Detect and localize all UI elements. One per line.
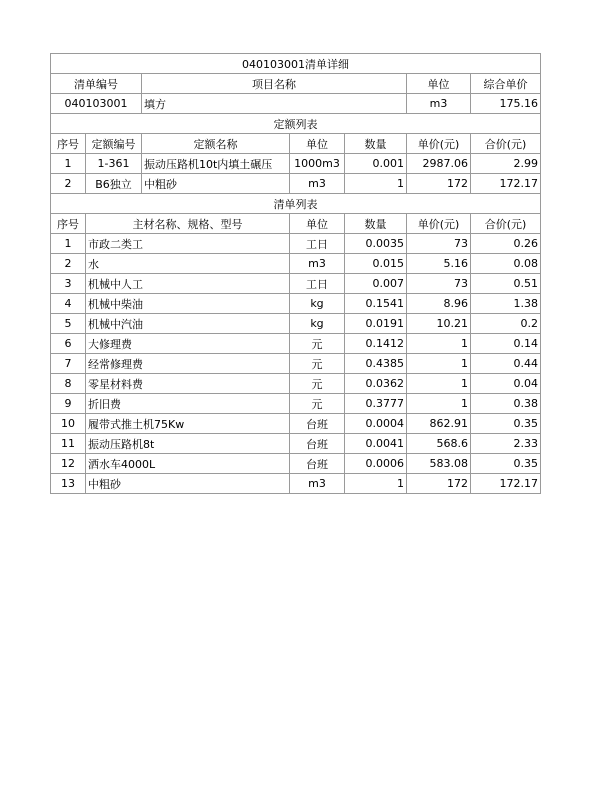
material-qty: 0.0006 bbox=[345, 454, 407, 474]
material-row bbox=[51, 254, 541, 274]
quota-qty: 0.001 bbox=[345, 154, 407, 174]
material-seq: 7 bbox=[51, 354, 86, 374]
material-total: 0.04 bbox=[471, 374, 541, 394]
bill-header-row bbox=[51, 74, 541, 94]
material-row bbox=[51, 234, 541, 254]
material-seq: 8 bbox=[51, 374, 86, 394]
material-name: 经常修理费 bbox=[86, 354, 290, 374]
material-unit: 台班 bbox=[290, 434, 345, 454]
quota-row bbox=[51, 174, 541, 194]
material-price: 73 bbox=[407, 274, 471, 294]
material-name: 机械中汽油 bbox=[86, 314, 290, 334]
page-title: 040103001清单详细 bbox=[51, 54, 541, 74]
material-total: 0.44 bbox=[471, 354, 541, 374]
bill-price-header: 综合单价 bbox=[471, 74, 541, 94]
quota-total-header: 合价(元) bbox=[471, 134, 541, 154]
material-total: 0.26 bbox=[471, 234, 541, 254]
quota-name: 中粗砂 bbox=[142, 174, 290, 194]
material-qty: 0.0362 bbox=[345, 374, 407, 394]
material-price: 10.21 bbox=[407, 314, 471, 334]
material-name: 大修理费 bbox=[86, 334, 290, 354]
quota-total: 2.99 bbox=[471, 154, 541, 174]
quota-qty: 1 bbox=[345, 174, 407, 194]
material-row bbox=[51, 394, 541, 414]
material-name: 机械中人工 bbox=[86, 274, 290, 294]
material-row bbox=[51, 434, 541, 454]
material-row bbox=[51, 374, 541, 394]
material-unit: m3 bbox=[290, 254, 345, 274]
material-qty: 0.0191 bbox=[345, 314, 407, 334]
bill-name: 填方 bbox=[142, 94, 407, 114]
material-name: 中粗砂 bbox=[86, 474, 290, 494]
material-seq: 6 bbox=[51, 334, 86, 354]
material-seq: 2 bbox=[51, 254, 86, 274]
quota-name: 振动压路机10t内填土碾压 bbox=[142, 154, 290, 174]
material-total: 2.33 bbox=[471, 434, 541, 454]
material-seq: 10 bbox=[51, 414, 86, 434]
material-price: 1 bbox=[407, 374, 471, 394]
quota-seq-header: 序号 bbox=[51, 134, 86, 154]
material-price: 1 bbox=[407, 334, 471, 354]
material-row bbox=[51, 354, 541, 374]
material-qty: 0.0041 bbox=[345, 434, 407, 454]
quota-code: 1-361 bbox=[86, 154, 142, 174]
material-unit: 元 bbox=[290, 374, 345, 394]
quota-total: 172.17 bbox=[471, 174, 541, 194]
quota-price: 2987.06 bbox=[407, 154, 471, 174]
material-unit: 元 bbox=[290, 394, 345, 414]
material-qty: 0.015 bbox=[345, 254, 407, 274]
quota-unit-header: 单位 bbox=[290, 134, 345, 154]
material-seq-header: 序号 bbox=[51, 214, 86, 234]
material-price: 862.91 bbox=[407, 414, 471, 434]
material-seq: 13 bbox=[51, 474, 86, 494]
material-total: 1.38 bbox=[471, 294, 541, 314]
material-total: 0.14 bbox=[471, 334, 541, 354]
material-total: 172.17 bbox=[471, 474, 541, 494]
bill-unit-header: 单位 bbox=[407, 74, 471, 94]
material-name: 折旧费 bbox=[86, 394, 290, 414]
material-name: 振动压路机8t bbox=[86, 434, 290, 454]
material-price: 1 bbox=[407, 354, 471, 374]
material-total: 0.35 bbox=[471, 414, 541, 434]
material-qty-header: 数量 bbox=[345, 214, 407, 234]
title-row bbox=[51, 54, 541, 74]
material-seq: 9 bbox=[51, 394, 86, 414]
material-qty: 0.3777 bbox=[345, 394, 407, 414]
material-section-row bbox=[51, 194, 541, 214]
material-header-row bbox=[51, 214, 541, 234]
material-price: 172 bbox=[407, 474, 471, 494]
material-row bbox=[51, 474, 541, 494]
quota-seq: 2 bbox=[51, 174, 86, 194]
material-name: 零星材料费 bbox=[86, 374, 290, 394]
material-price: 1 bbox=[407, 394, 471, 414]
material-name: 机械中柴油 bbox=[86, 294, 290, 314]
bill-row bbox=[51, 94, 541, 114]
material-qty: 0.0035 bbox=[345, 234, 407, 254]
quota-price-header: 单价(元) bbox=[407, 134, 471, 154]
material-price: 568.6 bbox=[407, 434, 471, 454]
material-unit: m3 bbox=[290, 474, 345, 494]
material-total: 0.51 bbox=[471, 274, 541, 294]
material-section-title: 清单列表 bbox=[51, 194, 541, 214]
material-total: 0.08 bbox=[471, 254, 541, 274]
material-unit: 台班 bbox=[290, 454, 345, 474]
bill-detail-table bbox=[50, 53, 541, 494]
material-name-header: 主材名称、规格、型号 bbox=[86, 214, 290, 234]
quota-row bbox=[51, 154, 541, 174]
material-unit: 工日 bbox=[290, 274, 345, 294]
material-name: 水 bbox=[86, 254, 290, 274]
material-price-header: 单价(元) bbox=[407, 214, 471, 234]
quota-name-header: 定额名称 bbox=[142, 134, 290, 154]
material-unit-header: 单位 bbox=[290, 214, 345, 234]
bill-composite-price: 175.16 bbox=[471, 94, 541, 114]
material-total-header: 合价(元) bbox=[471, 214, 541, 234]
material-price: 5.16 bbox=[407, 254, 471, 274]
material-total: 0.38 bbox=[471, 394, 541, 414]
material-unit: kg bbox=[290, 314, 345, 334]
quota-code-header: 定额编号 bbox=[86, 134, 142, 154]
material-name: 履带式推土机75Kw bbox=[86, 414, 290, 434]
material-unit: 元 bbox=[290, 354, 345, 374]
material-row bbox=[51, 314, 541, 334]
material-unit: 工日 bbox=[290, 234, 345, 254]
material-row bbox=[51, 414, 541, 434]
quota-unit: m3 bbox=[290, 174, 345, 194]
material-qty: 0.1541 bbox=[345, 294, 407, 314]
quota-section-title: 定额列表 bbox=[51, 114, 541, 134]
material-unit: 元 bbox=[290, 334, 345, 354]
material-name: 洒水车4000L bbox=[86, 454, 290, 474]
quota-seq: 1 bbox=[51, 154, 86, 174]
material-unit: 台班 bbox=[290, 414, 345, 434]
quota-qty-header: 数量 bbox=[345, 134, 407, 154]
material-total: 0.2 bbox=[471, 314, 541, 334]
material-seq: 5 bbox=[51, 314, 86, 334]
quota-section-row bbox=[51, 114, 541, 134]
material-unit: kg bbox=[290, 294, 345, 314]
quota-header-row bbox=[51, 134, 541, 154]
material-qty: 0.1412 bbox=[345, 334, 407, 354]
bill-code-header: 清单编号 bbox=[51, 74, 142, 94]
material-row bbox=[51, 334, 541, 354]
bill-code: 040103001 bbox=[51, 94, 142, 114]
quota-code: B6独立 bbox=[86, 174, 142, 194]
material-seq: 12 bbox=[51, 454, 86, 474]
material-qty: 1 bbox=[345, 474, 407, 494]
material-seq: 3 bbox=[51, 274, 86, 294]
material-qty: 0.4385 bbox=[345, 354, 407, 374]
material-price: 583.08 bbox=[407, 454, 471, 474]
material-seq: 4 bbox=[51, 294, 86, 314]
bill-unit: m3 bbox=[407, 94, 471, 114]
bill-name-header: 项目名称 bbox=[142, 74, 407, 94]
material-qty: 0.007 bbox=[345, 274, 407, 294]
material-price: 73 bbox=[407, 234, 471, 254]
material-total: 0.35 bbox=[471, 454, 541, 474]
quota-unit: 1000m3 bbox=[290, 154, 345, 174]
material-name: 市政二类工 bbox=[86, 234, 290, 254]
material-price: 8.96 bbox=[407, 294, 471, 314]
quota-price: 172 bbox=[407, 174, 471, 194]
material-qty: 0.0004 bbox=[345, 414, 407, 434]
material-seq: 1 bbox=[51, 234, 86, 254]
material-row bbox=[51, 294, 541, 314]
material-row bbox=[51, 274, 541, 294]
material-rows bbox=[51, 234, 541, 494]
material-seq: 11 bbox=[51, 434, 86, 454]
material-row bbox=[51, 454, 541, 474]
